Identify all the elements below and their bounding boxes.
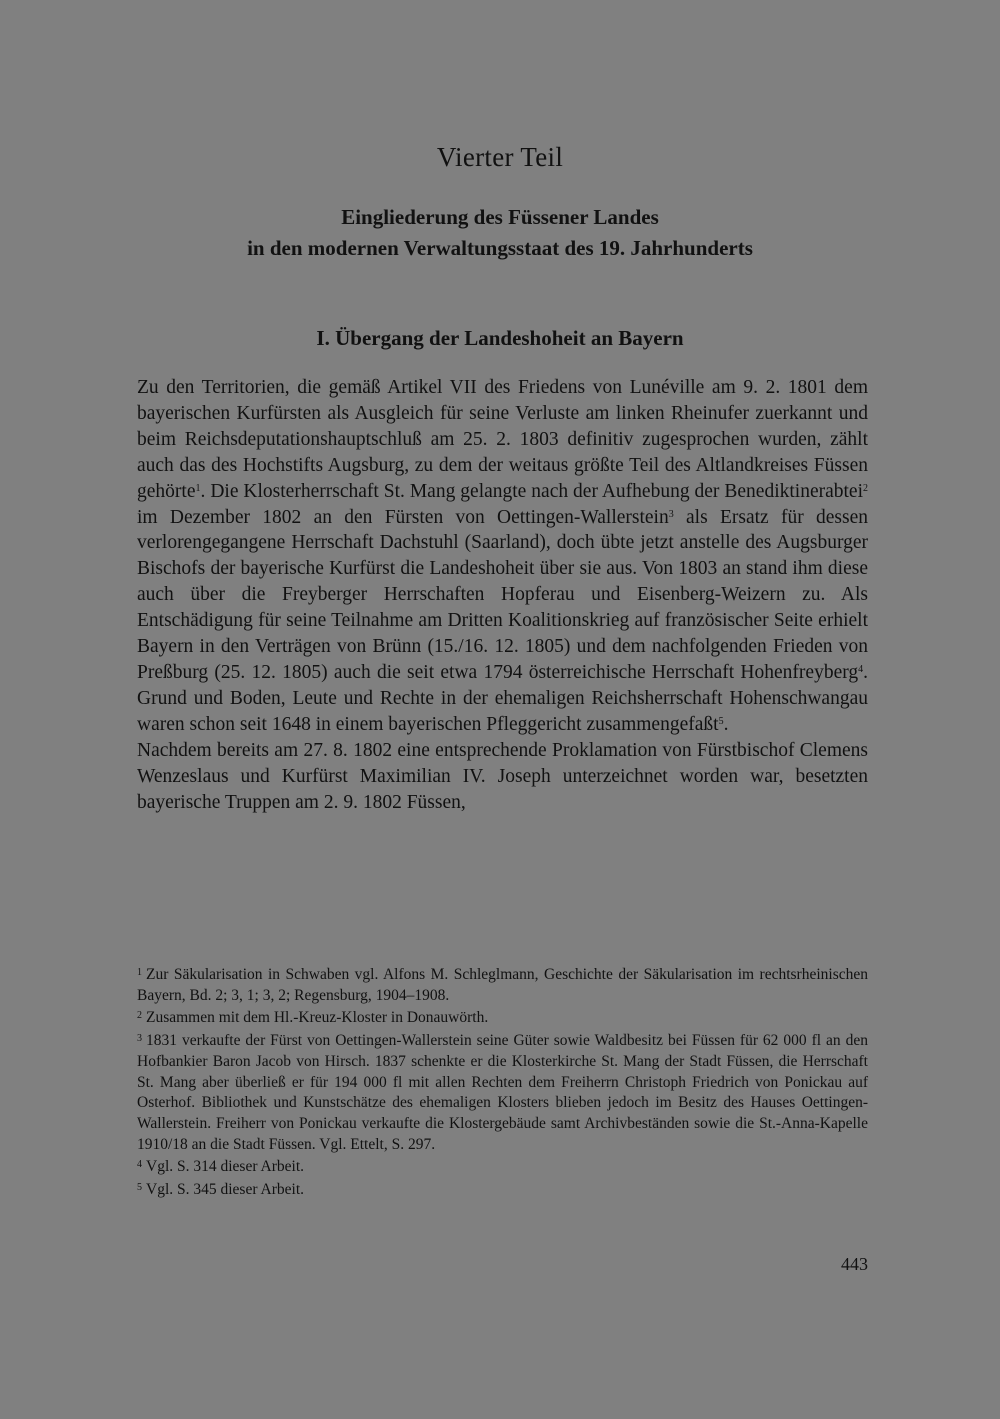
footnote-ref-2: 2 (863, 482, 868, 494)
paragraph-1 (137, 375, 868, 738)
footnote-ref-4: 4 (858, 663, 864, 675)
footnote-text: Vgl. S. 314 dieser Arbeit. (146, 1158, 304, 1176)
paragraph-1-text: als Ersatz für dessen verlorengegangene Herrschaft Dachstuhl (Saarland), doch übte jetzt anstelle des Augsburger Bischofs der bayerische Kurfürst die Landeshoheit über sie aus. Von 1803 an stand ihm diese auch über die Freyberger Herrschaften Hopferau und Eisenberg-Weizern zu. Als Entschädigung für seine Teilnahme am Dritten Koalitionskrieg auf französischer Seite erhielt Bayern in den Verträgen von Brünn (15./16. 12. 1805) und dem nachfolgenden Frieden von Preßburg (25. 12. 1805) auch die seit etwa 1794 österreichische Herrschaft Hohenfreyberg (137, 506, 868, 683)
footnote-5 (137, 1178, 868, 1201)
paragraph-1-text: Zu den Territorien, die gemäß Artikel VII des Friedens von Lunéville am 9. 2. 1801 dem bayerischen Kurfürsten als Ausgleich für seine Verluste am linken Rheinufer zuerkannt und beim Reichsdeputationshauptschluß am 25. 2. 1803 definitiv zugesprochen wurden, zählt auch das des Hochstifts Augsburg, zu dem der weitaus größte Teil des Altlandkreises Füssen gehörte (137, 377, 868, 502)
footnote-3 (137, 1029, 868, 1155)
footnote-text: Zusammen mit dem Hl.-Kreuz-Kloster in Donauwörth. (146, 1009, 489, 1027)
footnote-text: Zur Säkularisation in Schwaben vgl. Alfons M. Schleglmann, Geschichte der Säkularisation im rechtsrheinischen Bayern, Bd. 2; 3, 1; 3, 2; Regensburg, 1904–1908. (137, 966, 868, 1004)
footnote-mark: 2 (137, 1010, 142, 1022)
footnote-ref-5: 5 (718, 715, 724, 727)
footnote-mark: 4 (137, 1159, 142, 1171)
paragraph-2: Nachdem bereits am 27. 8. 1802 eine entsprechende Proklamation von Fürstbischof Clemens Wenzeslaus und Kurfürst Maximilian IV. Joseph unterzeichnet worden war, besetzten bayerische Truppen am 2. 9. 1802 Füssen, (137, 739, 868, 813)
paragraph-1-text: . Grund und Boden, Leute und Rechte in der ehemaligen Reichsherrschaft Hohenschwangau waren schon seit 1648 in einem bayerischen Pfleggericht zusammengefaßt (137, 661, 868, 735)
chapter-subtitle (0, 202, 1000, 264)
footnote-mark: 1 (137, 967, 142, 978)
paragraph-1-text: . (723, 713, 729, 735)
footnote-text: 1831 verkaufte der Fürst von Oettingen-Wallerstein seine Güter sowie Waldbesitz bei Füssen für 62 000 fl an den Hofbankier Baron Jacob von Hirsch. 1837 schenkte er die Klosterkirche St. Mang der Stadt Füssen, die Herrschaft St. Mang aber überließ er für 194 000 fl mit allen Rechten dem Freiherrn Christoph Friedrich von Ponickau auf Osterhof. Bibliothek und Kunstschätze des ehemaligen Klosters blieben jedoch im Besitz des Hauses Oettingen-Wallerstein. Freiherr von Ponickau verkaufte die Klostergebäude samt Archivbeständen sowie die St.-Anna-Kapelle 1910/18 an die Stadt Füssen. Vgl. Ettelt, S. 297. (137, 1032, 868, 1153)
footnotes (137, 963, 868, 1201)
subtitle-line-1: Eingliederung des Füssener Landes (341, 205, 659, 229)
footnote-1 (137, 963, 868, 1006)
footnote-ref-3: 3 (668, 508, 674, 520)
main-text (137, 375, 868, 815)
section-title: I. Übergang der Landeshoheit an Bayern (316, 326, 684, 350)
footnote-4 (137, 1155, 868, 1178)
footnote-2 (137, 1006, 868, 1029)
footnote-mark: 3 (137, 1033, 142, 1045)
page-number: 443 (841, 1254, 868, 1274)
subtitle-line-2: in den modernen Verwaltungsstaat des 19. Jahrhunderts (247, 236, 753, 260)
footnote-text: Vgl. S. 345 dieser Arbeit. (146, 1181, 304, 1199)
part-title: Vierter Teil (436, 142, 564, 172)
paragraph-1-text: . Die Klosterherrschaft St. Mang gelangte nach der Aufhebung der Benediktinerabtei (200, 480, 863, 502)
footnote-mark: 5 (137, 1182, 142, 1194)
footnote-ref-1: 1 (195, 482, 201, 494)
paragraph-1-text: im Dezember 1802 an den Fürsten von Oettingen-Wallerstein (137, 506, 669, 528)
